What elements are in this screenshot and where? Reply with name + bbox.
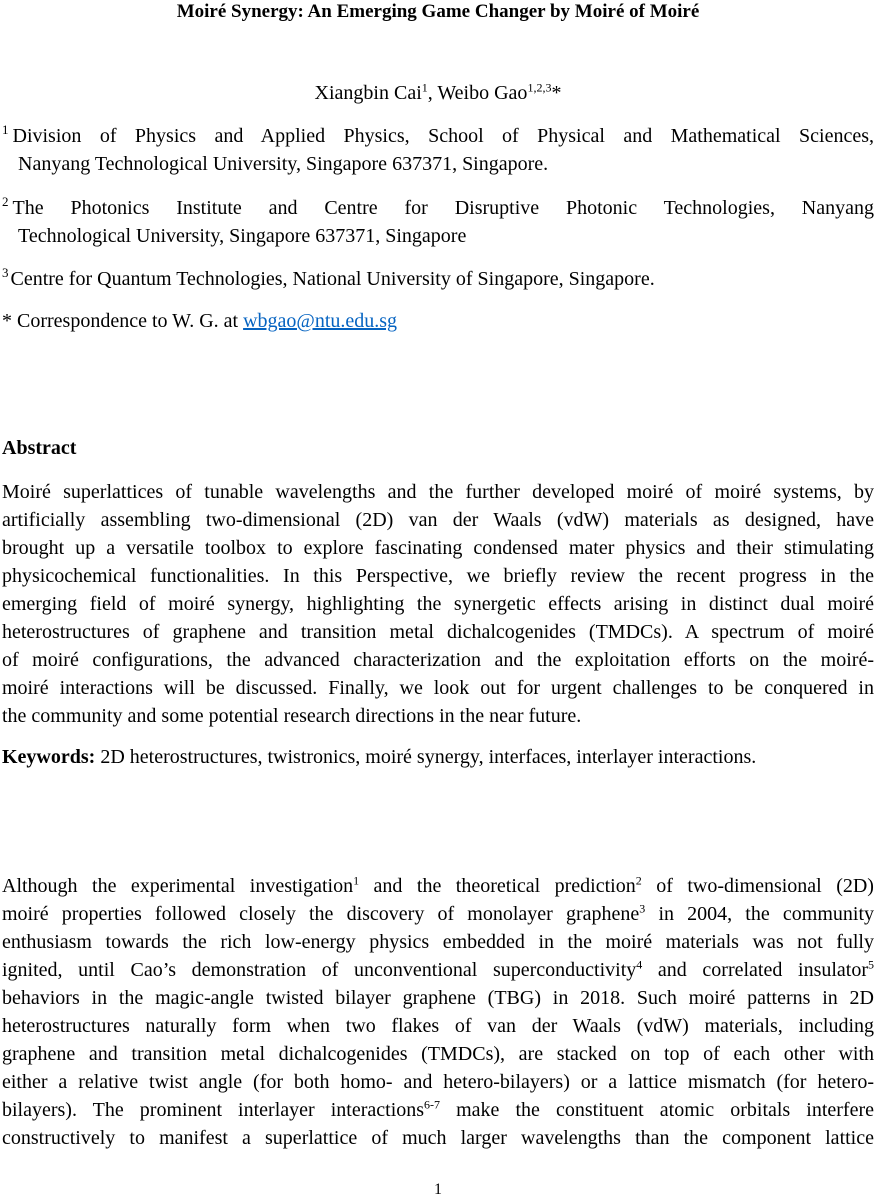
body-line: enthusiasm towards the rich low-energy physics embedded in the moiré materials was not fully	[2, 931, 874, 953]
affiliation-number: 2	[2, 194, 9, 210]
affiliation-number: 1	[2, 122, 9, 138]
author-name: Xiangbin Cai	[314, 82, 422, 104]
body-line: heterostructures naturally form when two flakes of van der Waals (vdW) materials, including	[2, 1015, 874, 1037]
body-line	[2, 956, 874, 984]
body-line: constructively to manifest a superlattice of much larger wavelengths than the component lattice	[2, 1127, 874, 1149]
page-number: 1	[434, 1181, 442, 1198]
affiliation-number: 3	[2, 265, 9, 281]
author-line	[0, 80, 876, 106]
abstract-line: artificially assembling two-dimensional (2D) van der Waals (vdW) materials as designed, have	[2, 509, 874, 531]
body-text-run: and the theoretical prediction	[359, 875, 636, 897]
keywords-text: 2D heterostructures, twistronics, moiré synergy, interfaces, interlayer interactions.	[95, 746, 757, 768]
body-text	[2, 872, 874, 1152]
abstract-line: physicochemical functionalities. In this Perspective, we briefly review the recent progress in the	[2, 565, 874, 587]
body-text-run: and correlated insulator	[642, 959, 868, 981]
keywords-label: Keywords:	[2, 746, 96, 768]
body-line	[2, 872, 874, 900]
abstract-line: brought up a versatile toolbox to explore fascinating condensed mater physics and their stimulating	[2, 537, 874, 559]
correspondence-email-link[interactable]: wbgao@ntu.edu.sg	[243, 310, 398, 332]
abstract-heading: Abstract	[2, 437, 77, 459]
body-text-run: Although the experimental investigation	[2, 875, 354, 897]
abstract-body	[2, 478, 874, 730]
author-affiliation-mark: 1	[421, 80, 428, 95]
body-text-run: make the constituent atomic orbitals interfere	[440, 1099, 874, 1121]
citation-mark: 6-7	[424, 1097, 441, 1112]
body-line	[2, 900, 874, 928]
body-text-run: ignited, until Cao’s demonstration of unconventional superconductivity	[2, 959, 637, 981]
affiliation-text: Technological University, Singapore 637371, Singapore	[18, 225, 467, 247]
affiliation-1	[2, 122, 874, 178]
abstract-line: the community and some potential research directions in the near future.	[2, 705, 582, 727]
abstract-line: emerging field of moiré synergy, highlighting the synergetic effects arising in distinct dual moiré	[2, 593, 874, 615]
abstract-line: Moiré superlattices of tunable wavelengths and the further developed moiré of moiré systems, by	[2, 481, 874, 503]
keywords-line	[2, 743, 756, 771]
affiliation-text: Nanyang Technological University, Singapore 637371, Singapore.	[18, 153, 549, 175]
body-line	[2, 1096, 874, 1124]
correspondence-line	[2, 307, 874, 335]
body-line: either a relative twist angle (for both homo- and hetero-bilayers) or a lattice mismatch (for hetero-	[2, 1071, 874, 1093]
author-name: Weibo Gao	[437, 82, 528, 104]
body-text-run: bilayers). The prominent interlayer interactions	[2, 1099, 425, 1121]
body-text-run: in 2004, the community	[645, 903, 874, 925]
body-line: graphene and transition metal dichalcogenides (TMDCs), are stacked on top of each other with	[2, 1043, 874, 1065]
citation-mark: 2	[635, 873, 642, 888]
affiliation-text: Division of Physics and Applied Physics, School of Physical and Mathematical Sciences,	[12, 125, 874, 147]
corresponding-mark: *	[551, 82, 562, 104]
abstract-line: moiré interactions will be discussed. Finally, we look out for urgent challenges to be conquered in	[2, 677, 874, 699]
affiliation-text: Centre for Quantum Technologies, National University of Singapore, Singapore.	[10, 268, 655, 290]
abstract-line: of moiré configurations, the advanced characterization and the exploitation efforts on the moiré-	[2, 649, 874, 671]
body-text-run: moiré properties followed closely the discovery of monolayer graphene	[2, 903, 640, 925]
citation-mark: 3	[639, 901, 646, 916]
affiliation-2	[2, 194, 874, 250]
author-separator: ,	[427, 82, 438, 104]
author-affiliation-mark: 1,2,3	[527, 80, 552, 95]
body-text-run: of two-dimensional (2D)	[641, 875, 874, 897]
abstract-line: heterostructures of graphene and transition metal dichalcogenides (TMDCs). A spectrum of moiré	[2, 621, 874, 643]
correspondence-prefix: * Correspondence to W. G. at	[2, 310, 244, 332]
affiliation-3	[2, 265, 874, 293]
citation-mark: 1	[353, 873, 360, 888]
citation-mark: 4	[636, 957, 643, 972]
citation-mark: 5	[868, 957, 874, 972]
paper-title: Moiré Synergy: An Emerging Game Changer by Moiré of Moiré	[176, 1, 700, 22]
body-line: behaviors in the magic-angle twisted bilayer graphene (TBG) in 2018. Such moiré patterns in 2D	[2, 987, 874, 1009]
affiliation-text: The Photonics Institute and Centre for Disruptive Photonic Technologies, Nanyang	[12, 197, 874, 219]
